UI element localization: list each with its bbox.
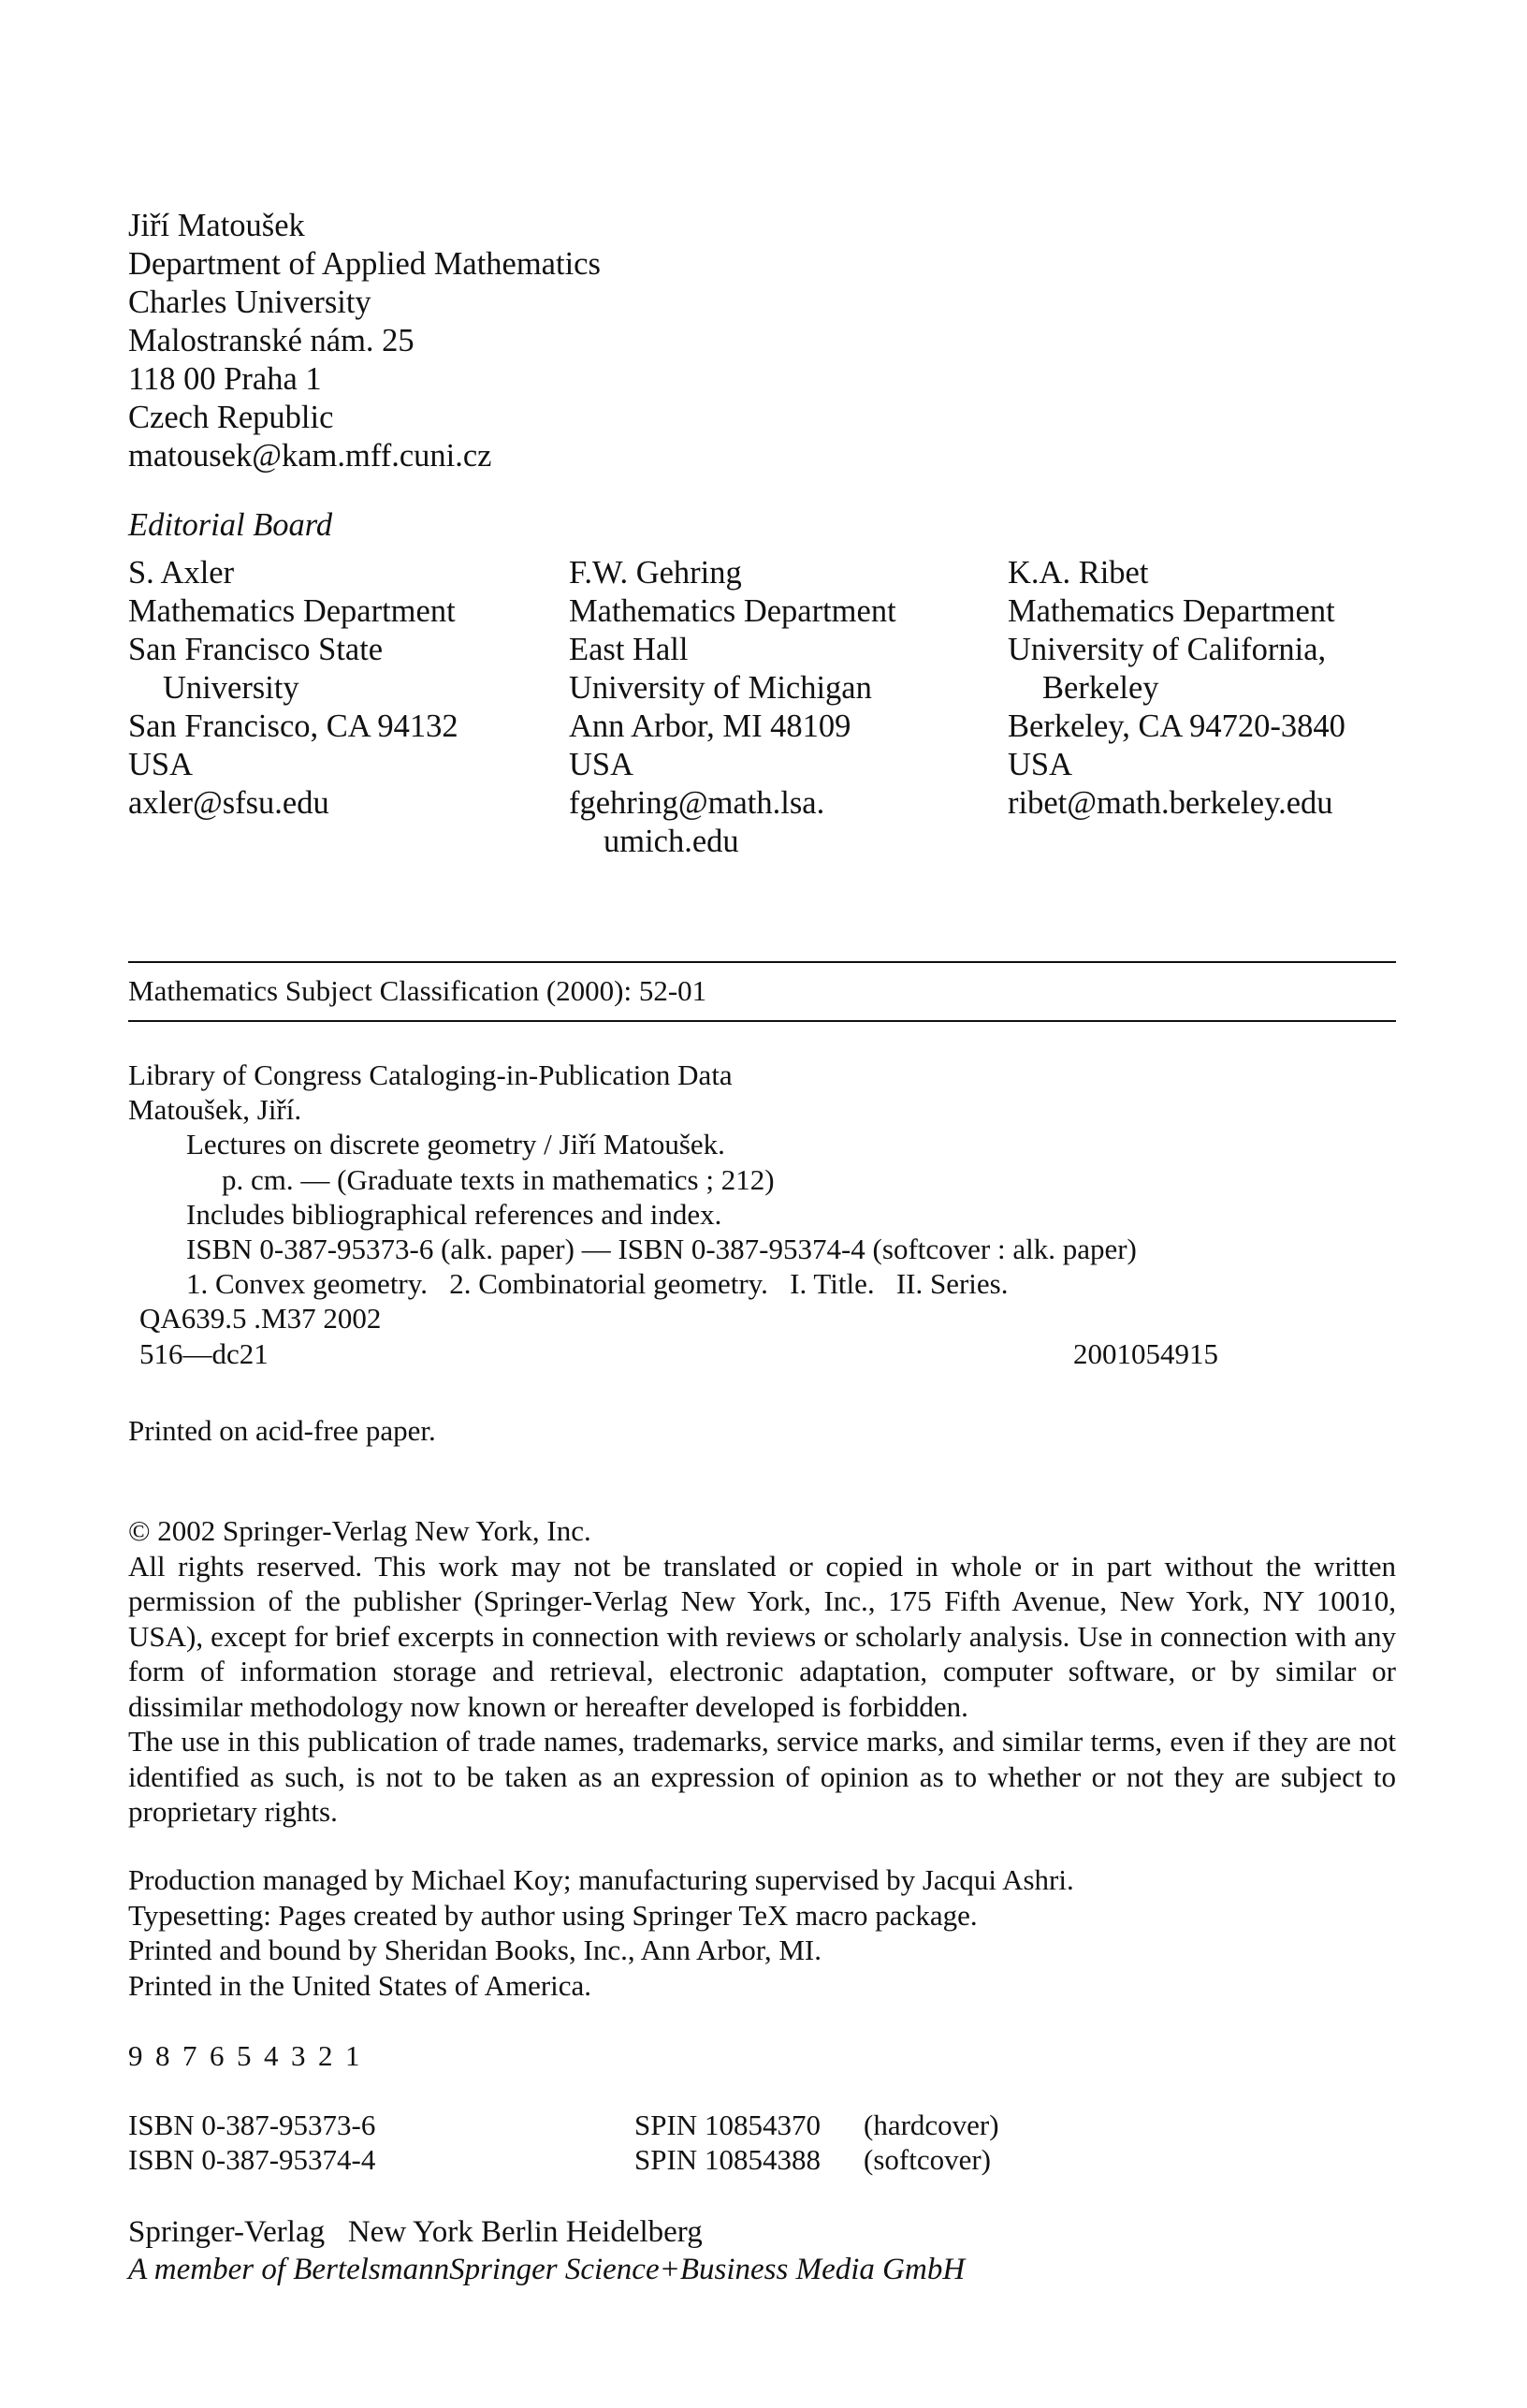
isbn-number: ISBN 0-387-95373-6 — [128, 2109, 376, 2141]
board-member-line: USA — [569, 747, 634, 782]
board-member-line: University of California, — [1008, 632, 1327, 667]
board-member-name: F.W. Gehring — [569, 555, 742, 591]
board-member-email: ribet@math.berkeley.edu — [1008, 785, 1333, 821]
printing-digit: 1 — [345, 2039, 360, 2072]
production-line: Printed in the United States of America. — [128, 1968, 592, 2002]
binding-format: (softcover) — [864, 2143, 991, 2176]
board-member-line: Ann Arbor, MI 48109 — [569, 708, 851, 744]
author-address-line: Malostranské nám. 25 — [128, 323, 414, 358]
board-member-line: USA — [128, 747, 194, 782]
cip-isbn: ISBN 0-387-95373-6 (alk. paper) — ISBN 0-387-95374-4 (softcover : alk. paper) — [186, 1233, 1137, 1266]
author-address-line: 118 00 Praha 1 — [128, 361, 322, 397]
isbn-row — [128, 2142, 1064, 2177]
author-address-line: Charles University — [128, 285, 371, 320]
board-member-line: Mathematics Department — [1008, 593, 1335, 629]
isbn-table — [128, 2108, 1064, 2177]
board-member-email: fgehring@math.lsa. — [569, 785, 825, 821]
production-line: Production managed by Michael Koy; manufacturing supervised by Jacqui Ashri. — [128, 1863, 1074, 1896]
author-address-line: Czech Republic — [128, 400, 334, 435]
board-member-line: Berkeley, CA 94720-3840 — [1008, 708, 1345, 744]
cip-author: Matoušek, Jiří. — [128, 1093, 302, 1127]
editorial-board-heading: Editorial Board — [128, 507, 333, 543]
cip-subjects: 1. Convex geometry. 2. Combinatorial geometry. I. Title. II. Series. — [186, 1267, 1009, 1301]
cip-lccn: 2001054915 — [1073, 1336, 1218, 1370]
rights-notice: All rights reserved. This work may not be translated or copied in whole or in part without the written permission of the publisher (Springer-Verlag New York, Inc., 175 Fifth Avenue, New York, NY 10010, USA), except for brief excerpts in connection with reviews or scholarly analysis. Use in connection with any form of information storage and retrieval, electronic adaptation, computer software, or by similar or dissimilar methodology now known or hereafter developed is forbidden. — [128, 1549, 1396, 1723]
isbn-row — [128, 2108, 1064, 2142]
publisher-membership: A member of BertelsmannSpringer Science+Business Media GmbH — [128, 2253, 966, 2286]
msc-classification: Mathematics Subject Classification (2000): 52-01 — [128, 974, 707, 1007]
isbn-number: ISBN 0-387-95374-4 — [128, 2143, 376, 2176]
printing-digit: 8 — [155, 2039, 170, 2072]
board-member-line: Mathematics Department — [569, 593, 896, 629]
production-line: Printed and bound by Sheridan Books, Inc., Ann Arbor, MI. — [128, 1934, 822, 1966]
paper-note: Printed on acid-free paper. — [128, 1414, 436, 1447]
spin-number: SPIN 10854370 — [634, 2109, 821, 2141]
divider-top — [128, 961, 1396, 963]
printing-line — [128, 2036, 372, 2075]
copyright-line: © 2002 Springer-Verlag New York, Inc. — [128, 1514, 591, 1547]
printing-digit: 7 — [182, 2039, 197, 2072]
cip-lc-class: QA639.5 .M37 2002 — [139, 1302, 382, 1335]
cip-title: Lectures on discrete geometry / Jiří Matoušek. — [186, 1128, 725, 1161]
publisher-block — [128, 2213, 965, 2288]
printing-digit: 2 — [318, 2039, 333, 2072]
printing-digit: 5 — [237, 2039, 252, 2072]
spin-number: SPIN 10854388 — [634, 2143, 821, 2176]
board-member-line: University of Michigan — [569, 670, 872, 706]
board-member-line: Berkeley — [1042, 670, 1159, 706]
printing-digit: 6 — [210, 2039, 225, 2072]
author-name: Jiří Matoušek — [128, 208, 305, 243]
board-member-name: S. Axler — [128, 555, 235, 591]
board-member-line: San Francisco, CA 94132 — [128, 708, 458, 744]
board-member-line: Mathematics Department — [128, 593, 456, 629]
board-member-axler — [128, 554, 458, 823]
board-member-line: San Francisco State — [128, 632, 384, 667]
cip-includes: Includes bibliographical references and index. — [186, 1197, 722, 1231]
board-member-line: East Hall — [569, 632, 689, 667]
author-address — [128, 207, 601, 475]
binding-format: (hardcover) — [864, 2109, 999, 2141]
divider-bottom — [128, 1020, 1396, 1022]
production-credits — [128, 1862, 1074, 2003]
cip-series: p. cm. — (Graduate texts in mathematics ; 212) — [222, 1162, 775, 1196]
printing-digit: 4 — [264, 2039, 279, 2072]
author-address-line: Department of Applied Mathematics — [128, 246, 601, 282]
cip-data — [128, 1058, 1223, 1371]
copyright-block — [128, 1513, 1396, 1830]
board-member-line: USA — [1008, 747, 1073, 782]
publisher-cities: Springer-Verlag New York Berlin Heidelberg — [128, 2215, 703, 2249]
printing-digit: 9 — [128, 2039, 143, 2072]
board-member-line: University — [163, 670, 299, 706]
board-member-ribet — [1008, 554, 1345, 823]
board-member-email: umich.edu — [604, 824, 739, 859]
board-member-email: axler@sfsu.edu — [128, 785, 329, 821]
cip-heading: Library of Congress Cataloging-in-Publication Data — [128, 1058, 733, 1091]
production-line: Typesetting: Pages created by author using Springer TeX macro package. — [128, 1898, 978, 1932]
cip-dewey-row — [128, 1336, 1223, 1371]
board-member-gehring — [569, 554, 896, 861]
printing-digit: 3 — [291, 2039, 306, 2072]
cip-dewey: 516—dc21 — [139, 1336, 269, 1370]
board-member-name: K.A. Ribet — [1008, 555, 1149, 591]
trademark-notice: The use in this publication of trade names, trademarks, service marks, and similar terms, even if they are not identified as such, is not to be taken as an expression of opinion as to whether or not they are subject to proprietary rights. — [128, 1725, 1396, 1828]
author-email: matousek@kam.mff.cuni.cz — [128, 438, 492, 474]
